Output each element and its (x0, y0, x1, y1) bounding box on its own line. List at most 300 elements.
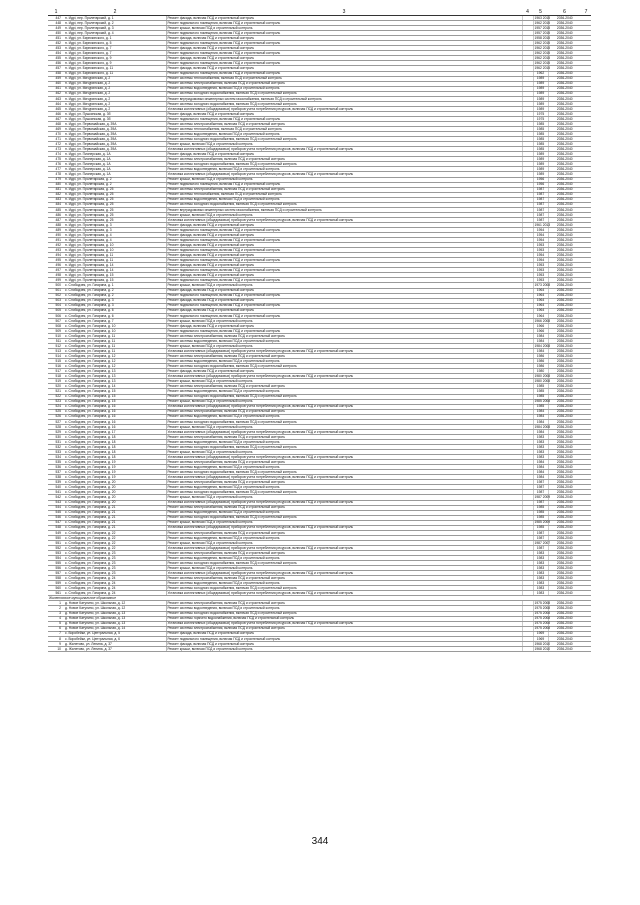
year-cell: 1975 2008 (534, 606, 551, 611)
row-number: 464 (48, 101, 64, 106)
year-cell: 1968 2010 (534, 641, 551, 646)
row-number: 6 (48, 626, 64, 631)
period-cell: 2036-2040 (548, 197, 581, 202)
year-cell: 1985 2008 (534, 399, 551, 404)
empty-cell (522, 646, 533, 651)
period-cell: 2036-2040 (548, 561, 581, 566)
period-cell: 2036-2040 (548, 248, 581, 253)
repair-type-cell: Установка коллективных (общедомовых) приборов учета потребления ресурсов, включая ПСД и строительный контроль (166, 475, 522, 480)
period-cell: 2036-2040 (548, 520, 581, 525)
year-cell: 1983 (533, 591, 548, 596)
year-cell: 1987 (533, 535, 548, 540)
address-cell: п. Идрі, ул. Пролетарская, д. 25 (64, 212, 166, 217)
address-cell: с. Слободзея, ул. Гагарина, д. 15 (64, 394, 166, 399)
repair-type-cell: Ремонт фасада, включая ПСД и строительный контроль (166, 222, 522, 227)
year-cell: 1989 (533, 157, 548, 162)
row-number: 451 (48, 36, 64, 41)
address-cell: с. Слободзея, ул. Гагарина, д. 19 (64, 470, 166, 475)
row-number: 452 (48, 41, 64, 46)
address-cell: п. Идрі, ул. Пролетарская, д. 25 (64, 192, 166, 197)
year-cell: 1987 2009 (534, 495, 551, 500)
address-cell: с. Слободзея, ул. Гагарина, д. 16 (64, 409, 166, 414)
period-cell: 2036-2040 (548, 404, 581, 409)
year-cell: 1962 2015 (534, 66, 551, 71)
period-cell: 2036-2040 (548, 333, 581, 338)
period-cell: 2036-2040 (548, 66, 581, 71)
year-cell: 1980 2008 (534, 379, 551, 384)
address-cell: с. Слободзея, ул. Гагарина, д. 6 (64, 308, 166, 313)
row-number: 461 (48, 86, 64, 91)
year-cell: 1954 (533, 258, 548, 263)
year-cell: 1975 (533, 116, 548, 121)
repair-type-cell: Ремонт системы водоотведения, включая ПСД и строительный контроль (166, 485, 522, 490)
row-number: 10 (48, 646, 64, 651)
row-number: 522 (48, 394, 64, 399)
repair-type-cell: Ремонт фасада, включая ПСД и строительный контроль (166, 641, 522, 646)
row-number: 489 (48, 227, 64, 232)
period-cell: 2036-2040 (548, 127, 581, 132)
row-number: 458 (48, 71, 64, 76)
row-number: 507 (48, 318, 64, 323)
year-cell: 1984 (533, 419, 548, 424)
completion-year: 2008 (541, 424, 551, 429)
address-cell: д. Новое Катунино, ул. Школьная, д. 14 (64, 626, 166, 631)
repair-type-cell: Установка коллективных (общедомовых) приборов учета потребления ресурсов, включая ПСД и строительный контроль (166, 621, 522, 626)
repair-type-cell: Ремонт системы электроснабжения, включая ПСД и строительный контроль (166, 354, 522, 359)
row-number: 506 (48, 313, 64, 318)
column-number: 3 (166, 8, 522, 16)
address-cell: с. Слободзея, ул. Гагарина, д. 16 (64, 419, 166, 424)
repair-type-cell: Ремонт системы электроснабжения, включая ПСД и строительный контроль (166, 187, 522, 192)
row-number: 538 (48, 475, 64, 480)
year-cell: 1964 (533, 288, 548, 293)
year-cell: 1987 (533, 202, 548, 207)
completion-year: 2009 (541, 495, 551, 500)
completion-year: 2008 (541, 606, 551, 611)
address-cell: п. Идрі, ул. Пролетарская, д. 2 (64, 182, 166, 187)
period-cell: 2036-2040 (548, 308, 581, 313)
period-cell: 2036-2040 (548, 253, 581, 258)
repair-type-cell: Ремонт подвального помещения, включая ПСД и строительный контроль (166, 293, 522, 298)
address-cell: п. Идрі, ул. Первомайская, д. 39А (64, 137, 166, 142)
period-cell: 2036-2040 (548, 525, 581, 530)
period-cell: 2036-2040 (548, 26, 581, 31)
year-cell: 1985 (533, 404, 548, 409)
repair-type-cell: Ремонт фасада, включая ПСД и строительный контроль (166, 253, 522, 258)
year-cell: 1987 (533, 500, 548, 505)
period-cell: 2036-2040 (548, 238, 581, 243)
address-cell: с. Слободзея, ул. Гагарина, д. 18 (64, 434, 166, 439)
address-cell: с. Слободзея, ул. Гагарина, д. 21 (64, 520, 166, 525)
period-cell: 2036-2040 (548, 147, 581, 152)
period-cell: 2036-2040 (548, 273, 581, 278)
period-cell: 2036-2040 (548, 177, 581, 182)
period-cell: 2036-2040 (548, 278, 581, 283)
row-number: 518 (48, 374, 64, 379)
repair-type-cell: Ремонт системы электроснабжения, включая ПСД и строительный контроль (166, 460, 522, 465)
address-cell: с. Слободзея, ул. Гагарина, д. 2 (64, 288, 166, 293)
address-cell: с. Слободзея, ул. Гагарина, д. 17 (64, 429, 166, 434)
year-cell: 1984 (533, 465, 548, 470)
period-cell: 2036-2040 (548, 56, 581, 61)
year-cell: 1983 (533, 455, 548, 460)
address-cell: п. Идрі, ул. Пролетарская, д. 10 (64, 248, 166, 253)
repair-type-cell: Ремонт системы водоотведения, включая ПСД и строительный контроль (166, 414, 522, 419)
period-cell: 2036-2040 (548, 444, 581, 449)
address-cell: с. Слободзея, ул. Гагарина, д. 3 (64, 303, 166, 308)
address-cell: с. Слободзея, ул. Гагарина, д. 7 (64, 318, 166, 323)
address-cell: с. Слободзея, ул. Гагарина, д. 22 (64, 535, 166, 540)
address-cell: с. Слободзея, ул. Гагарина, д. 12 (64, 359, 166, 364)
repair-type-cell: Ремонт системы водоотведения, включая ПСД и строительный контроль (166, 465, 522, 470)
period-cell: 2036-2040 (548, 263, 581, 268)
repair-type-cell: Ремонт подвального помещения, включая ПСД и строительный контроль (166, 51, 522, 56)
row-number: 2 (48, 606, 64, 611)
repair-type-cell: Ремонт системы водоотведения, включая ПСД и строительный контроль (166, 389, 522, 394)
year-cell: 1964 (533, 313, 548, 318)
address-cell: п. Идрі, ул. Пролетарская, д. 10 (64, 243, 166, 248)
period-cell: 2036-2040 (548, 91, 581, 96)
repair-type-cell: Ремонт фасада, включая ПСД и строительный контроль (166, 323, 522, 328)
repair-type-cell: Ремонт системы теплоснабжения, включая ПСД и строительный контроль (166, 127, 522, 132)
year-cell: 1980 (533, 369, 548, 374)
year-cell: 1983 (533, 581, 548, 586)
period-cell: 2036-2040 (548, 76, 581, 81)
address-cell: п. Идрі, ул. Пролетарская, д. 25 (64, 217, 166, 222)
period-cell: 2036-2040 (548, 495, 581, 500)
row-number: 516 (48, 364, 64, 369)
row-number: 469 (48, 127, 64, 132)
repair-type-cell: Ремонт крыши, включая ПСД и строительный контроль (166, 212, 522, 217)
year-cell: 1975 2008 (534, 626, 551, 631)
completion-year: 2015 (541, 61, 551, 66)
address-cell: с. Слободзея, ул. Гагарина, д. 23 (64, 550, 166, 555)
row-number: 476 (48, 162, 64, 167)
year-cell: 1962 (533, 71, 548, 76)
completion-year: 2007 (541, 540, 551, 545)
period-cell: 2036-2040 (548, 298, 581, 303)
address-cell: с. Слободзея, ул. Гагарина, д. 23 (64, 571, 166, 576)
year-cell: 1985 (533, 389, 548, 394)
period-cell: 2036-2040 (548, 601, 581, 606)
repair-type-cell: Ремонт системы электроснабжения, включая ПСД и строительный контроль (166, 601, 522, 606)
year-cell: 1953 (533, 278, 548, 283)
row-number: 460 (48, 81, 64, 86)
page-number: 344 (311, 836, 329, 847)
period-cell: 2036-2040 (548, 318, 581, 323)
repair-type-cell: Ремонт крыши, включая ПСД и строительный контроль (166, 520, 522, 525)
address-cell: д. Новое Катунино, ул. Школьная, д. 13 (64, 611, 166, 616)
row-number: 501 (48, 288, 64, 293)
repair-type-cell: Ремонт фасада, включая ПСД и строительный контроль (166, 631, 522, 636)
year-cell: 1984 (533, 349, 548, 354)
address-cell: п. Идрі, ул. Мичуринская, д. 2 (64, 96, 166, 101)
repair-type-cell: Ремонт системы холодного водоснабжения, включая ПСД и строительный контроль (166, 91, 522, 96)
address-cell: п. Идрі, ул. Пролетарская, д. 2 (64, 177, 166, 182)
repair-type-cell: Ремонт системы холодного водоснабжения, включая ПСД и строительный контроль (166, 561, 522, 566)
address-cell: с. Слободзея, ул. Гагарина, д. 19 (64, 465, 166, 470)
address-cell: д. Новое Катунино, ул. Школьная, д. 13 (64, 621, 166, 626)
period-cell: 2036-2040 (548, 465, 581, 470)
address-cell: с. Слободзея, ул. Гагарина, д. 20 (64, 485, 166, 490)
year-cell: 1964 (533, 298, 548, 303)
period-cell: 2036-2040 (548, 182, 581, 187)
row-number: 504 (48, 303, 64, 308)
completion-year: 2015 (541, 35, 551, 40)
year-cell: 1953 (533, 268, 548, 273)
repair-type-cell: Ремонт крыши, включая ПСД и строительный контроль (166, 318, 522, 323)
year-cell: 1984 2008 (534, 424, 551, 429)
row-number: 540 (48, 485, 64, 490)
row-number: 487 (48, 217, 64, 222)
row-number: 490 (48, 233, 64, 238)
repair-type-cell: Ремонт системы электроснабжения, включая ПСД и строительный контроль (166, 121, 522, 126)
period-cell: 2036-2040 (548, 535, 581, 540)
address-cell: с. Слободзея, ул. Гагарина, д. 6 (64, 313, 166, 318)
address-cell: с. Слободзея, ул. Гагарина, д. 21 (64, 510, 166, 515)
period-cell: 2036-2040 (548, 142, 581, 147)
year-cell: 1969 (533, 631, 548, 636)
row-number: 530 (48, 434, 64, 439)
repair-type-cell: Ремонт системы холодного водоснабжения, включая ПСД и строительный контроль (166, 611, 522, 616)
year-cell: 1957 2015 (534, 25, 551, 30)
year-cell: 1983 (533, 450, 548, 455)
period-cell: 2036-2040 (548, 389, 581, 394)
year-cell: 1953 (533, 248, 548, 253)
address-cell: п. Идрі, ул. Первомайская, д. 39А (64, 142, 166, 147)
address-cell: с. Слободзея, ул. Гагарина, д. 24 (64, 586, 166, 591)
address-cell: п. Идрі, ул. Пролетарская, д. 15 (64, 273, 166, 278)
repair-type-cell: Ремонт подвального помещения, включая ПСД и строительный контроль (166, 278, 522, 283)
period-cell: 2036-2040 (548, 46, 581, 51)
row-number: 515 (48, 359, 64, 364)
year-cell: 1968 2010 (534, 646, 551, 651)
year-cell: 1983 (533, 550, 548, 555)
period-cell: 2036-2040 (548, 450, 581, 455)
address-cell: с. Слободзея, ул. Гагарина, д. 16 (64, 404, 166, 409)
period-cell: 2036-2040 (548, 212, 581, 217)
address-cell: с. Слободзея, ул. Гагарина, д. 18 (64, 444, 166, 449)
repair-type-cell: Ремонт системы электроснабжения, включая ПСД и строительный контроль (166, 530, 522, 535)
repair-type-cell: Ремонт фасада, включая ПСД и строительный контроль (166, 243, 522, 248)
repair-type-cell: Ремонт системы холодного водоснабжения, включая ПСД и строительный контроль (166, 394, 522, 399)
year-cell: 1989 (533, 172, 548, 177)
year-cell: 1984 (533, 475, 548, 480)
year-cell: 1983 (533, 439, 548, 444)
year-cell: 1983 (533, 434, 548, 439)
address-cell: п. Идрі, ул. Мичуринская, д. 2 (64, 76, 166, 81)
repair-type-cell: Ремонт подвального помещения, включая ПСД и строительный контроль (166, 182, 522, 187)
address-cell: п. Идрі, ул. Пролетарская, д. 11 (64, 253, 166, 258)
year-cell: 1985 (533, 525, 548, 530)
year-cell: 1983 (533, 571, 548, 576)
period-cell: 2036-2040 (548, 121, 581, 126)
period-cell: 2036-2040 (548, 434, 581, 439)
repair-type-cell: Ремонт системы электроснабжения, включая ПСД и строительный контроль (166, 576, 522, 581)
year-cell: 1985 (533, 121, 548, 126)
repair-type-cell: Ремонт фасада, включая ПСД и строительный контроль (166, 16, 522, 21)
repair-type-cell: Установка коллективных (общедомовых) приборов учета потребления ресурсов, включая ПСД и строительный контроль (166, 429, 522, 434)
address-cell: с. Слободзея, ул. Гагарина, д. 16 (64, 424, 166, 429)
year-cell: 1953 (533, 273, 548, 278)
repair-type-cell: Ремонт фасада, включая ПСД и строительный контроль (166, 263, 522, 268)
repair-type-cell: Ремонт системы холодного водоснабжения, включая ПСД и строительный контроль (166, 490, 522, 495)
address-cell: с. Слободзея, ул. Гагарина, д. 15 (64, 389, 166, 394)
repair-type-cell: Ремонт системы электроснабжения, включая ПСД и строительный контроль (166, 480, 522, 485)
repair-type-cell: Ремонт внутридомовых инженерных систем газоснабжения, включая ПСД и строительный контроль (166, 96, 522, 101)
period-cell: 2036-2040 (548, 545, 581, 550)
completion-year: 2008 (541, 601, 551, 606)
row-number: 554 (48, 556, 64, 561)
address-cell: п. Идрі, ул. Пролетарская, д. 14 (64, 263, 166, 268)
address-cell: с. Воробейки, ул. Центральная, д. 6 (64, 636, 166, 641)
address-cell: п. Идрі, ул. Бирюзинского, д. 1 (64, 36, 166, 41)
row-number: 557 (48, 571, 64, 576)
repair-type-cell: Ремонт системы теплоснабжения, включая ПСД и строительный контроль (166, 192, 522, 197)
row-number: 450 (48, 31, 64, 36)
address-cell: с. Слободзея, ул. Гагарина, д. 19 (64, 460, 166, 465)
year-cell: 1985 (533, 142, 548, 147)
address-cell: с. Слободзея, ул. Гагарина, д. 22 (64, 540, 166, 545)
address-cell: п. Идрі, ул. Мичуринская, д. 2 (64, 81, 166, 86)
period-cell: 2036-2040 (548, 460, 581, 465)
row-number: 541 (48, 490, 64, 495)
address-cell: с. Слободзея, ул. Гагарина, д. 24 (64, 591, 166, 596)
row-number: 520 (48, 384, 64, 389)
row-number: 7 (48, 631, 64, 636)
address-cell: п. Идрі, ул. Пионерская, д. 1А (64, 162, 166, 167)
address-cell: с. Слободзея, ул. Гагарина, д. 13 (64, 369, 166, 374)
completion-year: 2010 (541, 641, 551, 646)
period-cell: 2036-2040 (548, 500, 581, 505)
period-cell: 2036-2040 (548, 369, 581, 374)
repair-type-cell: Ремонт системы водоотведения, включая ПСД и строительный контроль (166, 606, 522, 611)
address-cell: с. Слободзея, ул. Гагарина, д. 10 (64, 323, 166, 328)
row-number: 466 (48, 111, 64, 116)
period-cell: 2036-2040 (548, 207, 581, 212)
period-cell: 2036-2040 (548, 646, 581, 651)
completion-year: 2008 (541, 318, 551, 323)
repair-type-cell: Ремонт системы холодного водоснабжения, включая ПСД и строительный контроль (166, 364, 522, 369)
repair-type-cell: Ремонт системы холодного водоснабжения, включая ПСД и строительный контроль (166, 586, 522, 591)
row-number: 505 (48, 308, 64, 313)
address-cell: п. Идрі, ул. Пионерская, д. 1А (64, 152, 166, 157)
year-cell: 1953 (533, 263, 548, 268)
period-cell: 2036-2040 (548, 586, 581, 591)
address-cell: п. Идрі, ул. Пионерская, д. 1А (64, 157, 166, 162)
address-cell: с. Слободзея, ул. Гагарина, д. 2 (64, 293, 166, 298)
repair-type-cell: Ремонт подвального помещения, включая ПСД и строительный контроль (166, 258, 522, 263)
period-cell: 2036-2040 (548, 354, 581, 359)
year-cell: 1987 (533, 217, 548, 222)
row-number: 483 (48, 197, 64, 202)
year-cell: 1985 (533, 515, 548, 520)
period-cell: 2036-2040 (548, 429, 581, 434)
row-number: 459 (48, 76, 64, 81)
completion-year: 2008 (541, 343, 551, 348)
row-number: 552 (48, 545, 64, 550)
period-cell: 2036-2040 (548, 41, 581, 46)
address-cell: с. Слободзея, ул. Гагарина, д. 21 (64, 525, 166, 530)
period-cell: 2036-2040 (548, 101, 581, 106)
year-cell: 1987 (533, 207, 548, 212)
year-cell: 1985 (533, 394, 548, 399)
address-cell: п. Идрі, ул. Пушкинская, д. 3б (64, 111, 166, 116)
period-cell: 2036-2040 (548, 217, 581, 222)
repair-type-cell: Установка коллективных (общедомовых) приборов учета потребления ресурсов, включая ПСД и строительный контроль (166, 591, 522, 596)
year-cell: 1954 (533, 253, 548, 258)
repair-type-cell: Ремонт подвального помещения, включая ПСД и строительный контроль (166, 31, 522, 36)
repair-type-cell: Ремонт системы электроснабжения, включая ПСД и строительный контроль (166, 409, 522, 414)
row-number: 5 (48, 621, 64, 626)
period-cell: 2036-2040 (548, 611, 581, 616)
period-cell: 2036-2040 (548, 439, 581, 444)
completion-year: 2008 (541, 616, 551, 621)
address-cell: с. Слободзея, ул. Гагарина, д. 20 (64, 500, 166, 505)
address-cell: с. Воробейки, ул. Центральная, д. 5 (64, 631, 166, 636)
year-cell: 1954 (533, 233, 548, 238)
repair-type-cell: Ремонт крыши, включая ПСД и строительный контроль (166, 495, 522, 500)
period-cell: 2036-2040 (548, 530, 581, 535)
repair-type-cell: Ремонт системы электроснабжения, включая ПСД и строительный контроль (166, 384, 522, 389)
repair-type-cell: Ремонт системы холодного водоснабжения, включая ПСД и строительный контроль (166, 101, 522, 106)
row-number: 513 (48, 349, 64, 354)
repair-register-table (48, 8, 591, 652)
period-cell: 2036-2040 (548, 21, 581, 26)
row-number: 532 (48, 444, 64, 449)
row-number: 448 (48, 21, 64, 26)
row-number: 535 (48, 460, 64, 465)
address-cell: с. Слободзея, ул. Гагарина, д. 14 (64, 384, 166, 389)
period-cell: 2036-2040 (548, 162, 581, 167)
year-cell: 1987 (533, 187, 548, 192)
repair-type-cell: Ремонт фасада, включая ПСД и строительный контроль (166, 233, 522, 238)
repair-type-cell: Ремонт крыши, включая ПСД и строительный контроль (166, 540, 522, 545)
year-cell: 1962 2015 (534, 20, 551, 25)
row-number: 479 (48, 177, 64, 182)
address-cell: с. Слободзея, ул. Гагарина, д. 18 (64, 439, 166, 444)
year-cell: 1983 (533, 586, 548, 591)
year-cell: 1989 (533, 101, 548, 106)
year-cell: 1984 (533, 460, 548, 465)
completion-year: 2015 (541, 40, 551, 45)
period-cell: 2036-2040 (548, 96, 581, 101)
row-number: 548 (48, 525, 64, 530)
period-cell: 2036-2040 (548, 71, 581, 76)
row-number: 455 (48, 56, 64, 61)
repair-type-cell: Ремонт системы водоотведения, включая ПСД и строительный контроль (166, 439, 522, 444)
address-cell: п. Идрі, ул. Мичуринская, д. 2 (64, 91, 166, 96)
address-cell: п. Идрі, ул. Пролетарская, д. 14 (64, 268, 166, 273)
year-cell: 1964 (533, 303, 548, 308)
address-cell: с. Слободзея, ул. Гагарина, д. 19 (64, 475, 166, 480)
column-number: 4 (522, 8, 533, 16)
address-cell: п. Идрі, пер. Пролетарский, д. 2 (64, 21, 166, 26)
repair-type-cell: Установка коллективных (общедомовых) приборов учета потребления ресурсов, включая ПСД и строительный контроль (166, 455, 522, 460)
address-cell: п. Идрі, ул. Пролетарская, д. 3 (64, 227, 166, 232)
address-cell: с. Слободзея, ул. Гагарина, д. 13 (64, 374, 166, 379)
row-number: 500 (48, 283, 64, 288)
section-title: Жилетовское муниципальное образование (48, 596, 591, 601)
row-number: 514 (48, 354, 64, 359)
column-number: 2 (64, 8, 166, 16)
repair-type-cell: Ремонт подвального помещения, включая ПСД и строительный контроль (166, 238, 522, 243)
year-cell: 1987 2007 (534, 540, 551, 545)
repair-type-cell: Установка коллективных (общедомовых) приборов учета потребления ресурсов, включая ПСД и строительный контроль (166, 525, 522, 530)
row-number: 546 (48, 515, 64, 520)
year-cell: 1980 2008 (534, 374, 551, 379)
year-cell: 1987 (533, 485, 548, 490)
